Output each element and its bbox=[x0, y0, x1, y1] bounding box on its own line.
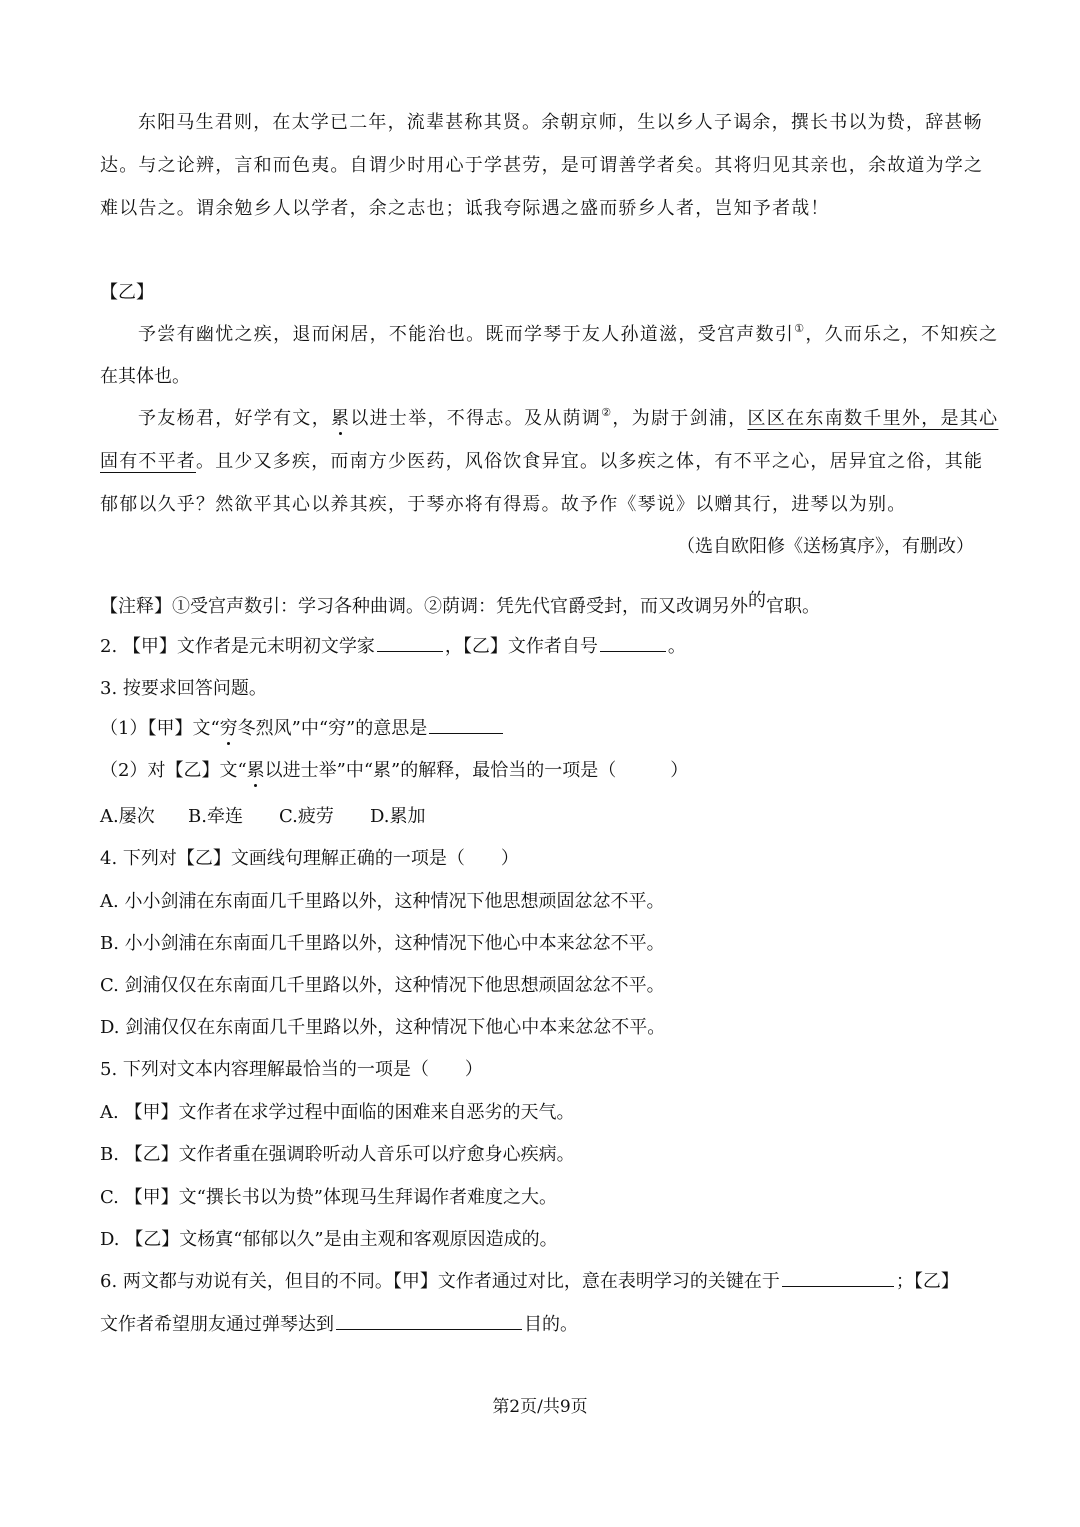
jia-line-3: 难以告之。谓余勉乡人以学者，余之志也；诋我夸际遇之盛而骄乡人者，岂知予者哉！ bbox=[100, 198, 830, 219]
emphasis-char-qiong: 穷 bbox=[219, 718, 238, 739]
q6-text-a: 6. 两文都与劝说有关，但目的不同。【甲】文作者通过对比，意在表明学习的关键在于 bbox=[100, 1271, 780, 1292]
underlined-sentence-part-2: 固有不平者 bbox=[100, 451, 196, 472]
emphasis-char-lei: 累 bbox=[331, 408, 351, 429]
yi-p2-text-c: ，为尉于剑浦， bbox=[612, 408, 748, 429]
q4-option-a[interactable]: A. 小小剑浦在东南面几千里路以外，这种情况下他思想顽固忿忿不平。 bbox=[100, 891, 665, 912]
question-3: 3. 按要求回答问题。 bbox=[100, 678, 267, 699]
emphasis-char-lei-q: 累 bbox=[246, 760, 265, 781]
notes-text-a: 【注释】①受宫声数引：学习各种曲调。②荫调：凭先代官爵受封，而又改调另外 bbox=[100, 596, 748, 617]
question-2 bbox=[100, 626, 686, 668]
q3-1-text-b: 冬烈风”中“穷”的意思是 bbox=[237, 718, 428, 739]
question-6-line-1 bbox=[100, 1261, 959, 1303]
yi-p2-text-a: 予友杨君，好学有文， bbox=[138, 408, 331, 429]
q2-blank-2[interactable] bbox=[600, 627, 666, 652]
q5-option-a[interactable]: A. 【甲】文作者在求学过程中面临的困难来自恶劣的天气。 bbox=[100, 1102, 575, 1123]
underlined-sentence-part-1: 区区在东南数千里外，是其心 bbox=[747, 408, 999, 429]
q6-blank-1[interactable] bbox=[782, 1262, 894, 1287]
question-3-2 bbox=[100, 750, 688, 792]
q2-text-c: 。 bbox=[667, 636, 686, 657]
yi-p1-line-1 bbox=[138, 314, 998, 356]
q3-option-a[interactable]: A.屡次 bbox=[100, 806, 155, 827]
q3-2-text-a: （2）对【乙】文“ bbox=[100, 760, 247, 781]
q4-option-b[interactable]: B. 小小剑浦在东南面几千里路以外，这种情况下他心中本来忿忿不平。 bbox=[100, 933, 665, 954]
yi-p2-line-2-text: 。且少又多疾，而南方少医药，风俗饮食异宜。以多疾之体，有不平之心，居异宜之俗，其能 bbox=[196, 451, 984, 472]
question-3-options bbox=[100, 796, 426, 838]
q5-option-d[interactable]: D. 【乙】文杨寘“郁郁以久”是由主观和客观原因造成的。 bbox=[100, 1229, 558, 1250]
q4-option-c[interactable]: C. 剑浦仅仅在东南面几千里路以外，这种情况下他思想顽固忿忿不平。 bbox=[100, 975, 665, 996]
q3-option-b[interactable]: B.牵连 bbox=[188, 806, 243, 827]
yi-p2-line-2 bbox=[100, 441, 983, 483]
footnote-ref-1: ① bbox=[794, 322, 806, 335]
q3-1-text-a: （1）【甲】文“ bbox=[100, 718, 220, 739]
yi-p1-text-b: ，久而乐之，不知疾之 bbox=[805, 324, 999, 345]
q5-option-b[interactable]: B. 【乙】文作者重在强调聆听动人音乐可以疗愈身心疾病。 bbox=[100, 1144, 575, 1165]
yi-p2-line-3: 郁郁以久乎？然欲平其心以养其疾，于琴亦将有得焉。故予作《琴说》以赠其行，进琴以为别。 bbox=[100, 494, 907, 515]
q2-text-b: ，【乙】文作者自号 bbox=[444, 636, 598, 657]
q4-option-d[interactable]: D. 剑浦仅仅在东南面几千里路以外，这种情况下他心中本来忿忿不平。 bbox=[100, 1017, 666, 1038]
q6-text-d: 目的。 bbox=[524, 1314, 578, 1335]
notes-text-b: 官职。 bbox=[766, 596, 820, 617]
q3-1-blank[interactable] bbox=[429, 709, 503, 734]
yi-p1-line-2: 在其体也。 bbox=[100, 366, 190, 387]
question-6-line-2 bbox=[100, 1304, 578, 1346]
q3-option-d[interactable]: D.累加 bbox=[370, 806, 426, 827]
q2-text-a: 2. 【甲】文作者是元末明初文学家 bbox=[100, 636, 375, 657]
yi-p1-text-a: 予尝有幽忧之疾，退而闲居，不能治也。既而学琴于友人孙道滋，受宫声数引 bbox=[138, 324, 795, 345]
yi-p2-text-b: 以进士举，不得志。及从荫调 bbox=[350, 408, 602, 429]
q3-2-text-b: 以进士举”中“累”的解释，最恰当的一项是（ ） bbox=[264, 760, 689, 781]
question-5: 5. 下列对文本内容理解最恰当的一项是（ ） bbox=[100, 1059, 483, 1080]
q6-text-b: ；【乙】 bbox=[895, 1271, 959, 1292]
q5-option-c[interactable]: C. 【甲】文“撰长书以为贽”体现马生拜谒作者难度之大。 bbox=[100, 1187, 557, 1208]
yi-p2-line-1 bbox=[138, 398, 998, 440]
question-4: 4. 下列对【乙】文画线句理解正确的一项是（ ） bbox=[100, 848, 519, 869]
q2-blank-1[interactable] bbox=[377, 627, 443, 652]
q6-text-c: 文作者希望朋友通过弹琴达到 bbox=[100, 1314, 334, 1335]
source-citation: （选自欧阳修《送杨寘序》，有删改） bbox=[677, 536, 974, 557]
page-footer: 第2页/共9页 bbox=[492, 1397, 588, 1417]
footnote-ref-2: ② bbox=[601, 406, 613, 419]
yi-heading: 【乙】 bbox=[100, 282, 154, 303]
q3-option-c[interactable]: C.疲劳 bbox=[279, 806, 334, 827]
question-3-1 bbox=[100, 708, 505, 750]
annotation-notes bbox=[100, 580, 820, 628]
jia-line-1: 东阳马生君则，在太学已二年，流辈甚称其贤。余朝京师，生以乡人子谒余，撰长书以为贽，辞甚畅 bbox=[138, 112, 983, 133]
jia-line-2: 达。与之论辨，言和而色夷。自谓少时用心于学甚劳，是可谓善学者矣。其将归见其亲也，余故道为学之 bbox=[100, 155, 984, 176]
q6-blank-2[interactable] bbox=[336, 1305, 522, 1330]
notes-raised-char: 的 bbox=[748, 590, 766, 611]
